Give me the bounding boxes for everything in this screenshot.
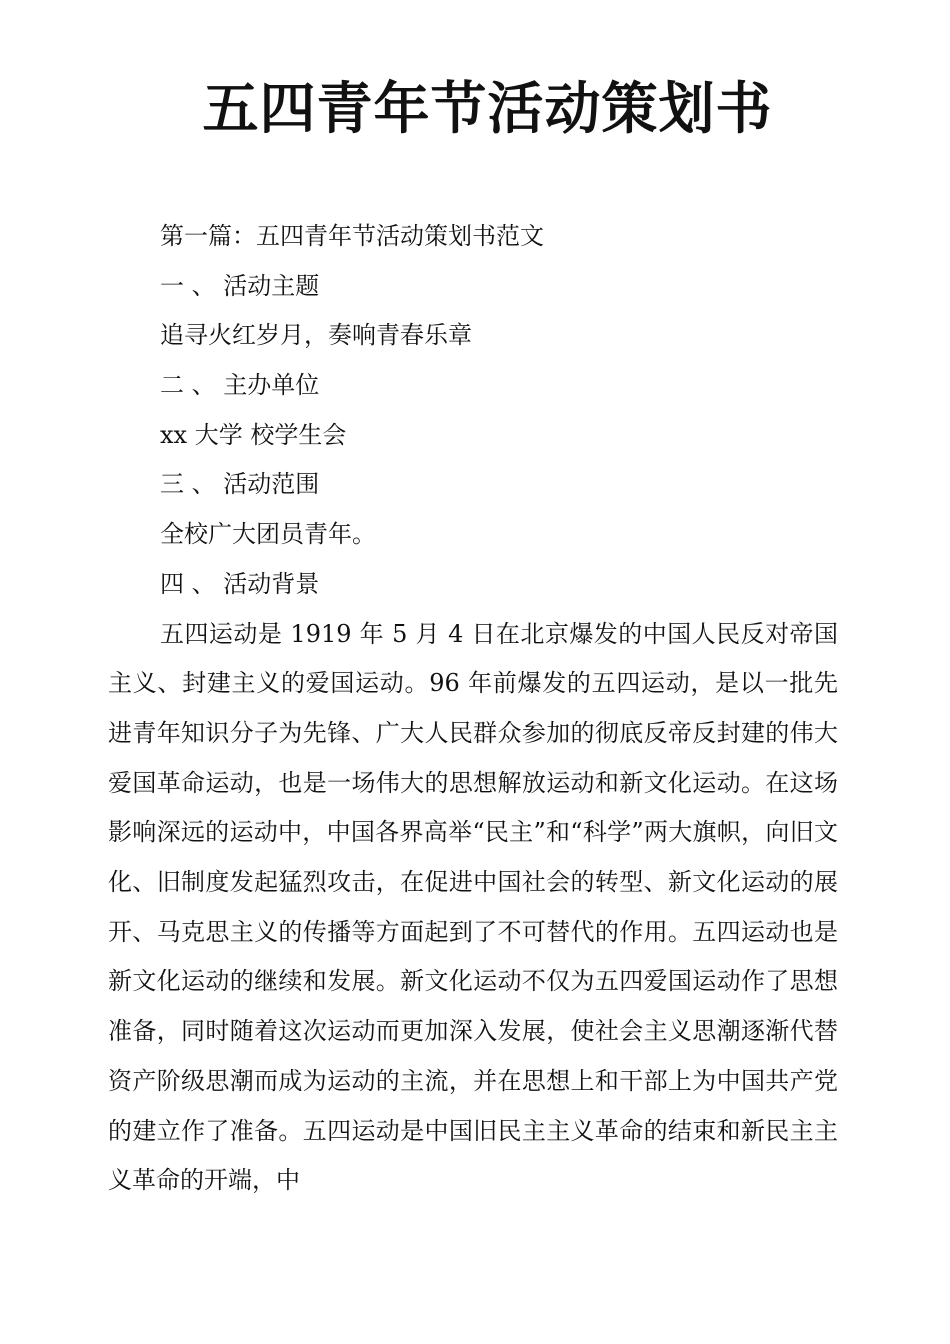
section-heading-background: 四 、 活动背景 — [160, 569, 320, 598]
theme-text: 追寻火红岁月，奏响青春乐章 — [160, 321, 472, 350]
section-heading-scope: 三 、 活动范围 — [160, 470, 320, 499]
section-heading-organizer: 二 、 主办单位 — [160, 371, 320, 400]
organizer-text: xx 大学 校学生会 — [160, 420, 347, 449]
chapter-heading: 第一篇：五四青年节活动策划书范文 — [160, 222, 544, 250]
document-title: 五四青年节活动策划书 — [202, 77, 773, 142]
section-heading-theme: 一 、 活动主题 — [160, 271, 320, 300]
scope-text: 全校广大团员青年。 — [160, 520, 376, 549]
document-body — [108, 212, 838, 1206]
background-paragraph: 五四运动是 1919 年 5 月 4 日在北京爆发的中国人民反对帝国主义、封建主义的爱国运动。96 年前爆发的五四运动，是以一批先进青年知识分子为先锋、广大人民群众参加的彻底反帝反封建的伟大爱国革命运动，也是一场伟大的思想解放运动和新文化运动。在这场影响深远的运动中，中国各界高举“民主”和“科学”两大旗帜，向旧文化、旧制度发起猛烈攻击，在促进中国社会的转型、新文化运动的展开、马克思主义的传播等方面起到了不可替代的作用。五四运动也是新文化运动的继续和发展。新文化运动不仅为五四爱国运动作了思想准备，同时随着这次运动而更加深入发展，使社会主义思潮逐渐代替资产阶级思潮而成为运动的主流，并在思想上和干部上为中国共产党的建立作了准备。五四运动是中国旧民主主义革命的结束和新民主主义革命的开端，中 — [108, 619, 838, 1195]
